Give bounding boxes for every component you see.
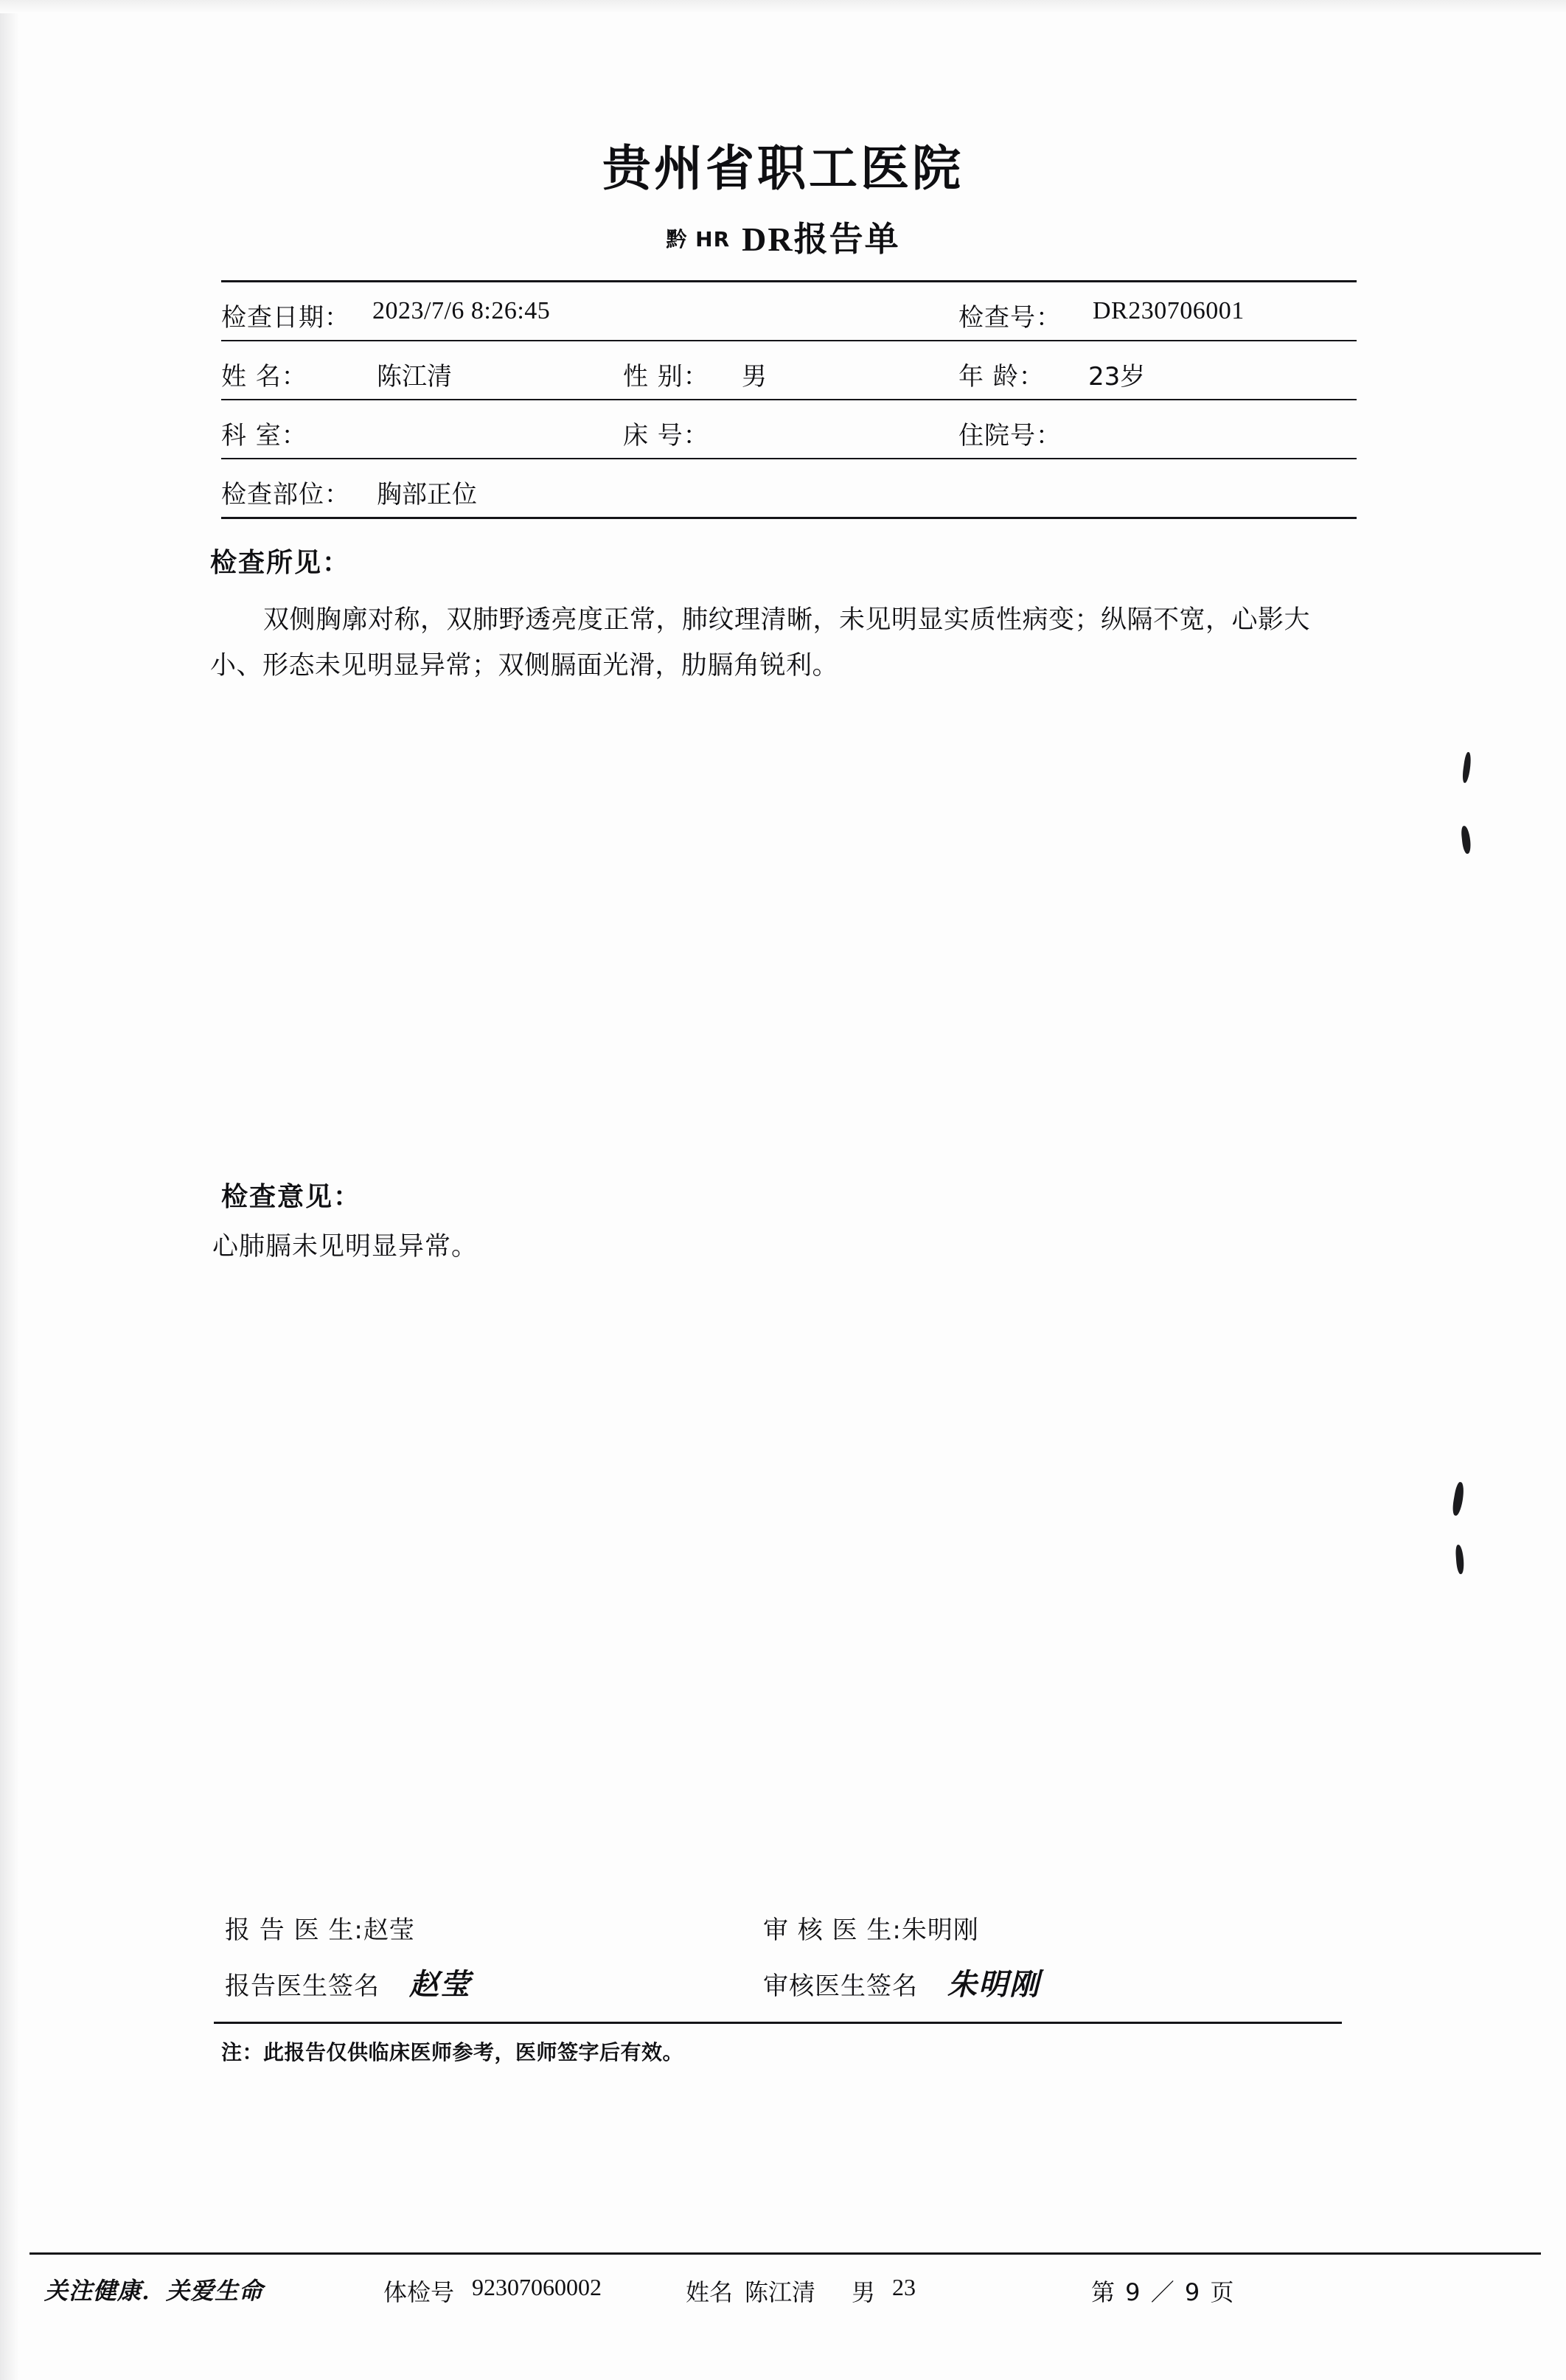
footer-name-value: 陈江清 [745,2278,816,2306]
divider-bottom [221,517,1357,519]
reporting-doctor-signature-row [225,1961,471,2003]
report-note: 注：此报告仅供临床医师参考，医师签字后有效。 [221,2040,684,2064]
impression-body: 心肺膈未见明显异常。 [212,1232,478,1262]
footer-slogan: 关注健康．关爱生命 [44,2277,264,2305]
exam-date-label: 检查日期： [221,303,350,333]
sex-value: 男 [742,362,767,392]
footer-exam-no-value: 92307060002 [472,2274,602,2300]
impression-title: 检查意见： [221,1182,362,1212]
scan-edge-shadow-left [0,0,19,2380]
scan-edge-shadow-top [0,0,1566,13]
site-value: 胸部正位 [377,480,477,509]
scan-artifact-mark [1451,1481,1466,1516]
reviewing-signature-handwriting: 朱明刚 [947,1968,1040,2001]
footer-page-number: 第 9 ／ 9 页 [1091,2278,1236,2306]
sex-label: 性 别： [623,362,709,392]
site-label: 检查部位： [221,480,350,509]
bed-label: 床 号： [623,421,709,450]
page-footer [37,2272,1534,2317]
reviewing-doctor-value: 朱明刚 [901,1916,979,1945]
divider-note [214,2022,1342,2024]
exam-no-label: 检查号： [958,303,1062,333]
reporting-signature-label: 报告医生签名 [225,1972,380,2001]
name-label: 姓 名： [221,362,307,392]
exam-date-value: 2023/7/6 8:26:45 [372,297,551,324]
footer-name-label: 姓名 [686,2278,734,2306]
age-label: 年 龄： [958,362,1045,392]
info-row-site [221,459,1357,517]
reviewing-doctor-row [763,1910,979,1946]
footer-age-value: 23 [892,2274,916,2300]
info-row-dept [221,400,1357,458]
reporting-doctor-label: 报 告 医 生: [225,1916,363,1945]
patient-info-block [221,280,1357,519]
footer-exam-no-label: 体检号 [383,2278,455,2306]
reviewing-signature-label: 审核医生签名 [763,1972,918,2001]
reporting-doctor-row [225,1910,415,1946]
footer-sex-value: 男 [852,2278,876,2306]
scan-artifact-mark [1455,1545,1465,1575]
reporting-signature-handwriting: 赵莹 [409,1968,471,2001]
info-row-identity [221,341,1357,399]
scan-artifact-mark [1461,826,1472,855]
reviewing-doctor-label: 审 核 医 生: [763,1916,902,1945]
dept-label: 科 室： [221,421,307,450]
divider-footer [29,2252,1541,2255]
report-title: DR报告单 [742,220,900,258]
scan-artifact-mark [1461,752,1472,784]
reviewing-doctor-signature-row [763,1961,1040,2003]
report-code-prefix: 黔 HR [666,227,731,251]
name-value: 陈江清 [377,362,452,392]
age-value: 23岁 [1088,362,1146,392]
hospital-name: 贵州省职工医院 [602,140,964,197]
info-row-exam [221,282,1357,340]
findings-title: 检查所见： [210,548,351,578]
inpatient-no-label: 住院号： [958,421,1062,450]
exam-no-value: DR230706001 [1093,297,1245,324]
reporting-doctor-value: 赵莹 [363,1916,415,1945]
findings-body: 双侧胸廓对称，双肺野透亮度正常，肺纹理清晰，未见明显实质性病变；纵隔不宽，心影大小、形态未见明显异常；双侧膈面光滑，肋膈角锐利。 [210,605,1311,681]
report-title-row [0,212,1566,261]
